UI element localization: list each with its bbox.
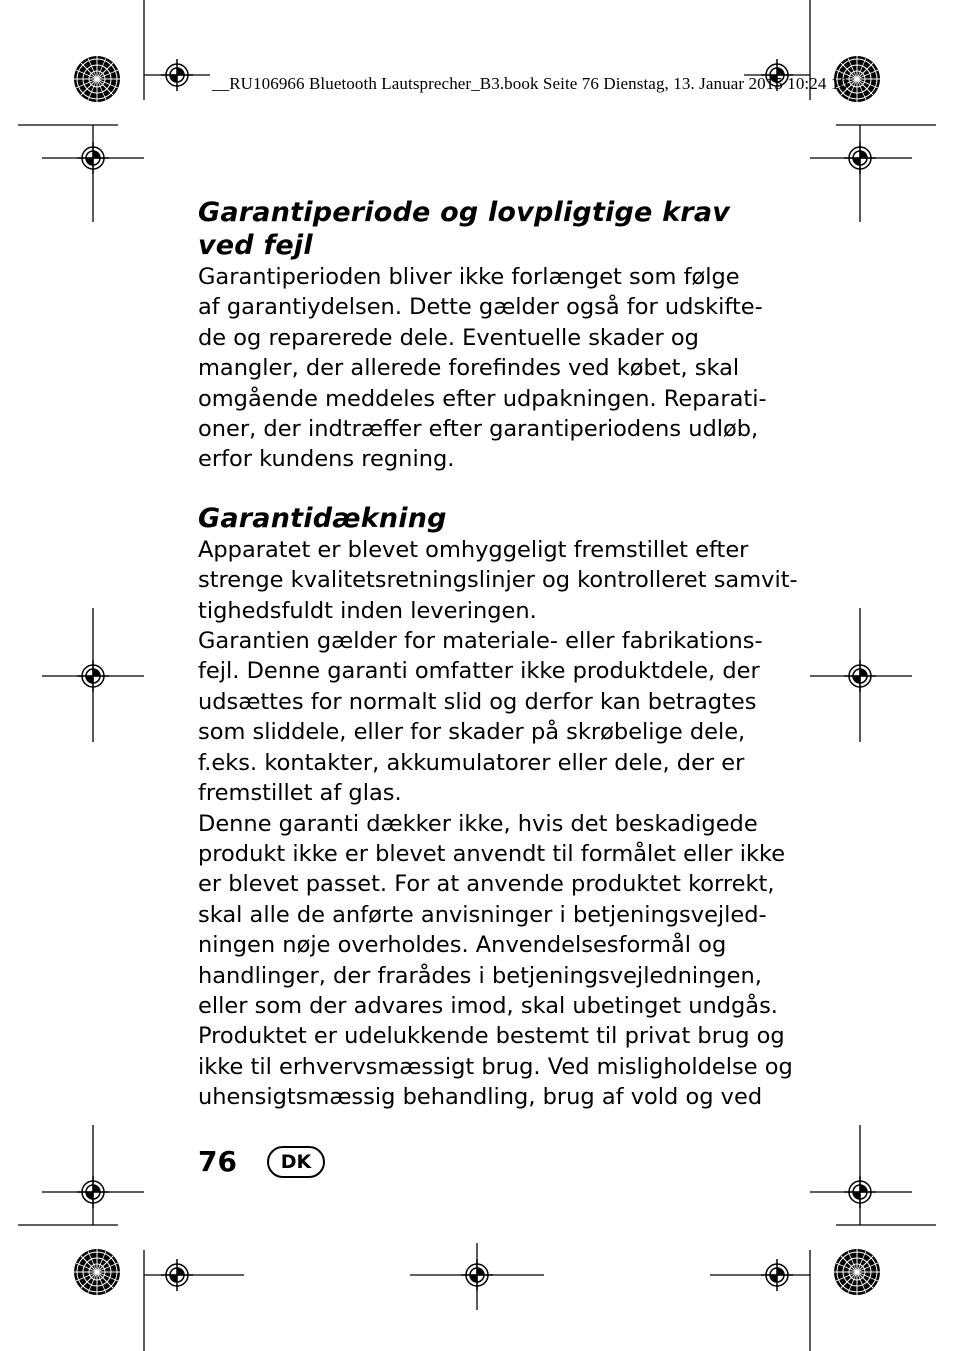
heading-line-1: Garantiperiode og lovpligtige krav — [198, 197, 731, 228]
heading-line-2: ved fejl — [198, 230, 313, 261]
page-content — [198, 196, 798, 1113]
section-body: Apparatet er blevet omhyggeligt fremstillet efter strenge kvalitetsretningslinjer og kontrolleret samvit- tighedsfuldt inden leveringen. Garantien gælder for materiale- eller fabrikations- fejl. Denne garanti omfatter ikke produktdele, der udsættes for normalt slid og derfor kan betragtes som sliddele, eller for skader på skrøbelige dele, f.eks. kontakter, akkumulatorer eller dele, der er fremstillet af glas. Denne garanti dækker ikke, hvis det beskadigede produkt ikke er blevet anvendt til formålet eller ikke er blevet passet. For at anvende produktet korrekt, skal alle de anførte anvisninger i betjeningsvejled- ningen nøje overholdes. Anvendelsesformål og handlinger, der frarådes i betjeningsvejledningen, eller som der advares imod, skal ubetinget undgås. Produktet er udelukkende bestemt til privat brug og ikke til erhvervsmæssigt brug. Ved misligholdelse og uhensigtsmæssig behandling, brug af vold og ved — [198, 536, 798, 1111]
section-heading — [198, 196, 743, 262]
section-warranty-period — [198, 196, 767, 475]
section-warranty-coverage — [198, 502, 798, 1113]
section-heading: Garantidækning — [198, 502, 447, 534]
page-number: 76 — [198, 1145, 237, 1178]
language-badge: DK — [267, 1146, 325, 1178]
page-footer — [198, 1145, 325, 1179]
section-body: Garantiperioden bliver ikke forlænget som følge af garantiydelsen. Dette gælder også for udskifte- de og reparerede dele. Eventuelle skader og mangler, der allerede forefindes ved købet, skal omgående meddeles efter udpakningen. Reparati- oner, der indtræffer efter garantiperiodens udløb, erfor kundens regning. — [198, 264, 767, 473]
print-slug: __RU106966 Bluetooth Lautsprecher_B3.book Seite 76 Dienstag, 13. Januar 2015 10:24 10 — [212, 74, 848, 93]
